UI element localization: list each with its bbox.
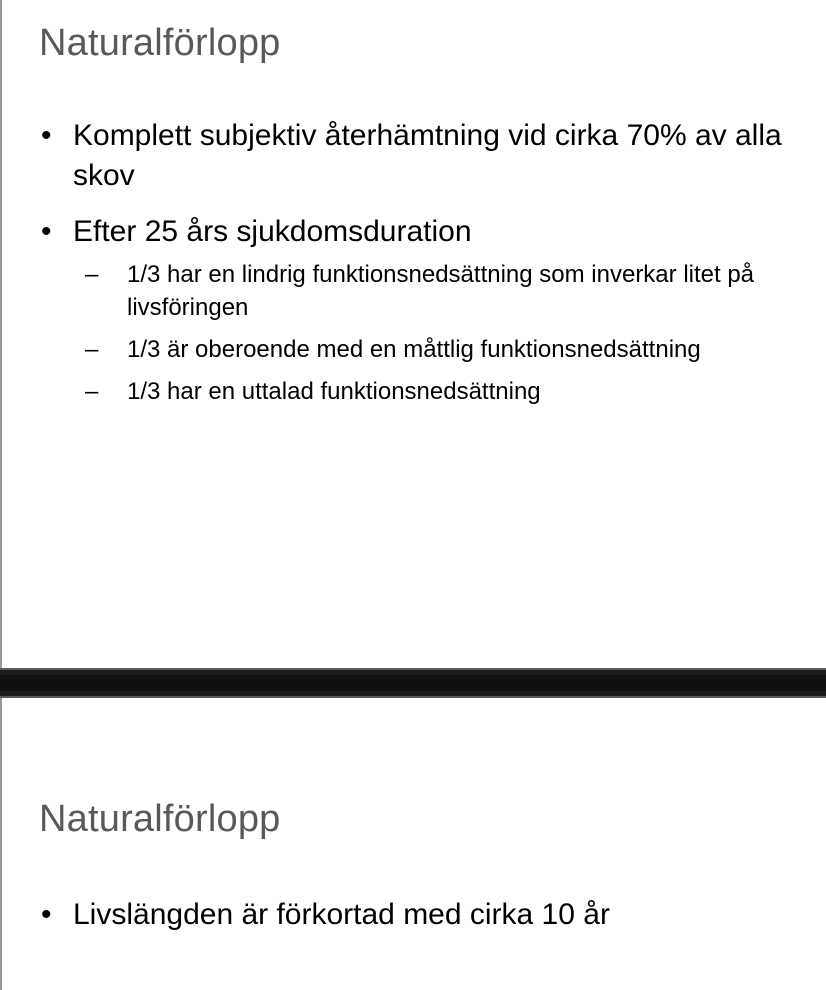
sub-bullet-list bbox=[73, 258, 806, 408]
slide-2[interactable] bbox=[0, 698, 826, 990]
sub-bullet-text: 1/3 har en uttalad funktionsnedsättning bbox=[127, 378, 541, 405]
slide-title: Naturalförlopp bbox=[39, 22, 281, 64]
bullet-text: Komplett subjektiv återhämtning vid cirka 70% av alla skov bbox=[73, 119, 782, 192]
bullet-icon: • bbox=[41, 898, 52, 931]
sub-bullet-text: 1/3 är oberoende med en måttlig funktionsnedsättning bbox=[127, 336, 701, 363]
sub-bullet-item bbox=[85, 375, 806, 408]
bullet-list bbox=[39, 895, 806, 951]
sub-bullet-item bbox=[85, 258, 806, 324]
bullet-text: Livslängden är förkortad med cirka 10 år bbox=[73, 898, 610, 931]
slide-title: Naturalförlopp bbox=[39, 798, 281, 840]
dash-icon: – bbox=[85, 336, 99, 363]
bullet-icon: • bbox=[41, 119, 52, 152]
bullet-item bbox=[39, 116, 806, 196]
slide-separator bbox=[0, 668, 826, 698]
bullet-text: Efter 25 års sjukdomsduration bbox=[73, 215, 472, 248]
dash-icon: – bbox=[85, 378, 99, 405]
sub-bullet-text: 1/3 har en lindrig funktionsnedsättning som inverkar litet på livsföringen bbox=[127, 261, 755, 321]
bullet-item bbox=[39, 895, 806, 935]
bullet-list bbox=[39, 116, 806, 424]
bullet-item bbox=[39, 212, 806, 408]
dash-icon: – bbox=[85, 261, 99, 288]
slide-separator-band bbox=[0, 675, 826, 691]
bullet-icon: • bbox=[41, 215, 52, 248]
sub-bullet-item bbox=[85, 333, 806, 366]
